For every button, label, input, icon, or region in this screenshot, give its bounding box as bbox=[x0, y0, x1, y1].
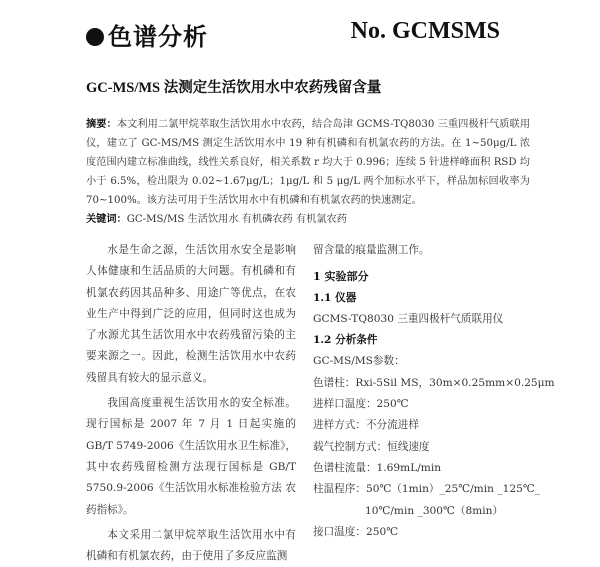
param-inlet-temp: 进样口温度：250℃ bbox=[313, 398, 409, 411]
param-carrier-control: 载气控制方式：恒线速度 bbox=[313, 440, 430, 453]
params-heading: GC-MS/MS参数： bbox=[313, 355, 405, 368]
param-oven-program-cont: 10℃/min _300℃（8min） bbox=[365, 504, 504, 517]
bullet-icon bbox=[86, 28, 104, 46]
abstract-paragraph bbox=[86, 115, 530, 210]
abstract-block bbox=[86, 115, 530, 229]
subsection-heading-conditions: 1.2 分析条件 bbox=[313, 334, 378, 347]
abstract-label: 摘要： bbox=[86, 118, 117, 130]
right-column bbox=[313, 240, 555, 543]
section-label: 色谱分析 bbox=[108, 23, 208, 51]
subsection-heading-instrument: 1.1 仪器 bbox=[313, 291, 357, 304]
top-border bbox=[0, 0, 600, 7]
intro-paragraph-2: 我国高度重视生活饮用水的安全标准。现行国标是 2007 年 7 月 1 日起实施的 GB/T 5749-2006《生活饮用水卫生标准》，其中农药残留检测方法现行国标是 GB/T 5750.9-2006《生活饮用水标准检验方法 农药指标》。 bbox=[86, 397, 296, 516]
section-header bbox=[86, 17, 208, 52]
keywords-paragraph bbox=[86, 210, 530, 229]
journal-code: No. GCMSMS bbox=[350, 18, 500, 44]
section-heading-experimental: 1 实验部分 bbox=[313, 270, 369, 284]
abstract-text: 本文利用二氯甲烷萃取生活饮用水中农药，结合岛津 GCMS-TQ8030 三重四极杆气质联用仪，建立了 GC-MS/MS 测定生活饮用水中 19 种有机磷和有机氯农药的方法。在 1~50μg/L 浓度范围内建立标准曲线，线性关系良好，相关系数 r 均大于 0.996；连续 5 针进样峰面积 RSD 均小于 6.5%，检出限为 0.02~1.67μg/L；1μg/L 和 5 μg/L 两个加标水平下，样品加标回收率为 70~100%。该方法可用于生活饮用水中有机磷和有机氯农药的快速测定。 bbox=[86, 119, 531, 206]
intro-paragraph-3: 本文采用二氯甲烷萃取生活饮用水中有机磷和有机氯农药，由于使用了多反应监测 bbox=[86, 528, 296, 563]
article-title: GC-MS/MS 法测定生活饮用水中农药残留含量 bbox=[86, 80, 382, 96]
keywords-label: 关键词： bbox=[86, 213, 127, 225]
left-column bbox=[86, 240, 296, 567]
keywords-text: GC-MS/MS 生活饮用水 有机磷农药 有机氯农药 bbox=[126, 214, 347, 225]
param-interface-temp: 接口温度：250℃ bbox=[313, 525, 399, 538]
instrument-name: GCMS-TQ8030 三重四极杆气质联用仪 bbox=[313, 312, 504, 325]
continuation-text: 留含量的痕量监测工作。 bbox=[313, 244, 430, 256]
param-column-flow: 色谱柱流量：1.69mL/min bbox=[313, 461, 442, 474]
intro-paragraph-1: 水是生命之源，生活饮用水安全是影响人体健康和生活品质的大问题。有机磷和有机氯农药因其品种多、用途广等优点，在农业生产中得到广泛的应用，但同时这也成为了水源尤其生活饮用水中农药残留污染的主要来源之一。因此，检测生活饮用水中农药残留具有较大的显示意义。 bbox=[86, 244, 296, 384]
param-column: 色谱柱：Rxi-5Sil MS，30m×0.25mm×0.25μm bbox=[313, 376, 555, 389]
param-oven-program: 柱温程序：50℃（1min）_25℃/min _125℃_ bbox=[313, 483, 540, 496]
param-injection-mode: 进样方式：不分流进样 bbox=[313, 419, 419, 432]
